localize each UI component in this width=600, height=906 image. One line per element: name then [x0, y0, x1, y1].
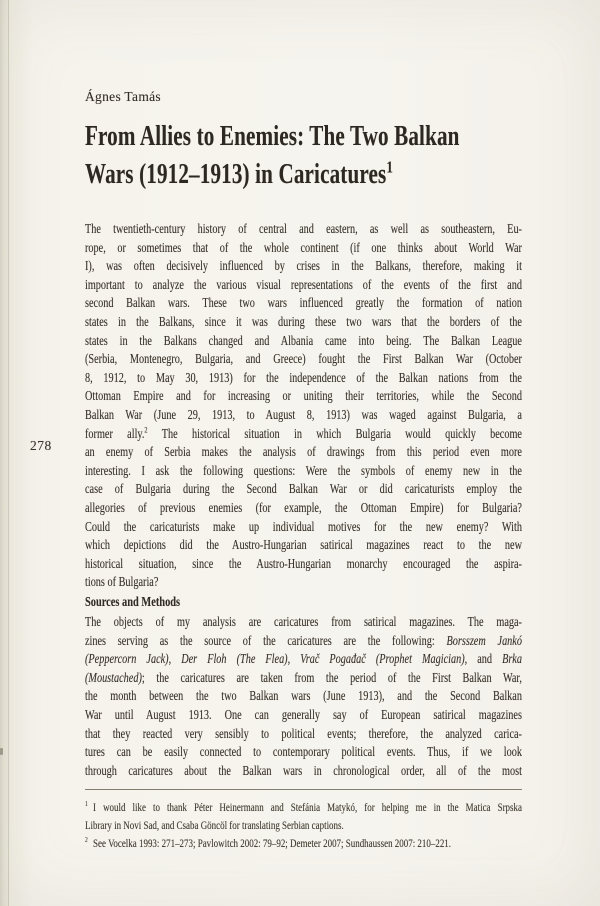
text-line: historical situation, since the Austro-Hungarian monarchy encouraged the aspira-: [85, 555, 522, 571]
text-line: through caricatures about the Balkan wars in chronological order, all of the most: [85, 762, 522, 778]
footnotes: [85, 799, 522, 853]
text-line: The twentieth-century history of central and eastern, as well as southeastern, Eu-: [85, 221, 522, 236]
text-line: Wars (1912–1913) in Caricatures$^1$: [85, 157, 394, 190]
text-line: rope, or sometimes that of the whole continent (if one thinks about World War: [85, 239, 522, 255]
text-line: Balkan War (June 29, 1913, to August 8, 1913) was waged against Bulgaria, a: [85, 406, 522, 422]
scan-artifact-speck: [0, 748, 3, 755]
intro-paragraph: [85, 220, 522, 592]
text-line: states in the Balkans, since it was during these two wars that the borders of the: [85, 313, 522, 329]
text-line: 8, 1912, to May 30, 1913) for the independence of the Balkan nations from the: [85, 369, 522, 385]
text-line: an enemy of Serbia makes the analysis of drawings from this period even more: [85, 444, 522, 460]
text-line: tions of Bulgaria?: [85, 574, 159, 590]
text-line: (Serbia, Montenegro, Bulgaria, and Greece) fought the First Balkan War (October: [85, 351, 522, 367]
footnote-separator-rule: [85, 789, 522, 790]
text-line: second Balkan wars. These two wars influenced greatly the formation of nation: [85, 295, 522, 311]
text-line: tures can be easily connected to contemporary political events. Thus, if we look: [85, 744, 522, 760]
text-line: interesting. I ask the following questions: Were the symbols of enemy new in the: [85, 462, 522, 478]
text-line: that they reacted very sensibly to political events; therefore, the analyzed carica-: [85, 725, 522, 741]
scan-page-edge: [0, 0, 10, 906]
text-line: Library in Novi Sad, and Csaba Göncöl for translating Serbian captions.: [85, 817, 344, 832]
text-line: case of Bulgaria during the Second Balkan War or did caricaturists employ the: [85, 481, 522, 497]
text-line: $^2$ See Vocelka 1993: 271–273; Pavlowitch 2002: 79–92; Demeter 2007; Sundhaussen 2007: 210–221.: [85, 834, 452, 850]
text-line: Could the caricaturists make up individual motives for the new enemy? With: [85, 518, 522, 534]
text-line: The objects of my analysis are caricatures from satirical magazines. The maga-: [85, 614, 522, 629]
article-title: [85, 118, 522, 193]
text-line: $^1$ I would like to thank Péter Heinermann and Stefánia Matykó, for helping me in the Matica Srpska: [85, 799, 522, 814]
section-heading: Sources and Methods: [85, 594, 181, 609]
text-line: From Allies to Enemies: The Two Balkan: [85, 121, 460, 152]
text-line: Ottoman Empire and for increasing or uniting their territories, while the Second: [85, 388, 522, 404]
text-line: (Peppercorn Jack), Der Floh (The Flea), Vrač Pogađač (Prophet Magician), and Brka: [85, 651, 522, 667]
text-line: War until August 1913. One can generally say of European satirical magazines: [85, 706, 522, 722]
text-line: (Moustached); the caricatures are taken from the period of the First Balkan War,: [85, 669, 522, 685]
text-column: [85, 0, 522, 906]
text-line: former ally.$^2$ The historical situation in which Bulgaria would quickly become: [85, 424, 522, 441]
text-line: states in the Balkans changed and Albania came into being. The Balkan League: [85, 332, 522, 348]
text-line: zines serving as the source of the caricatures are the following: Borsszem Jankó: [85, 632, 522, 648]
text-line: allegories of previous enemies (for example, the Ottoman Empire) for Bulgaria?: [85, 499, 522, 515]
text-line: important to analyze the various visual representations of the events of the first and: [85, 276, 522, 292]
text-line: the month between the two Balkan wars (June 1913), and the Second Balkan: [85, 688, 522, 704]
author-name: Ágnes Tamás: [85, 89, 161, 104]
text-line: I), was often decisively influenced by crises in the Balkans, therefore, making it: [85, 258, 522, 274]
sources-paragraph: [85, 613, 522, 780]
text-line: which depictions did the Austro-Hungarian satirical magazines react to the new: [85, 537, 522, 553]
page-number: 278: [30, 438, 52, 453]
